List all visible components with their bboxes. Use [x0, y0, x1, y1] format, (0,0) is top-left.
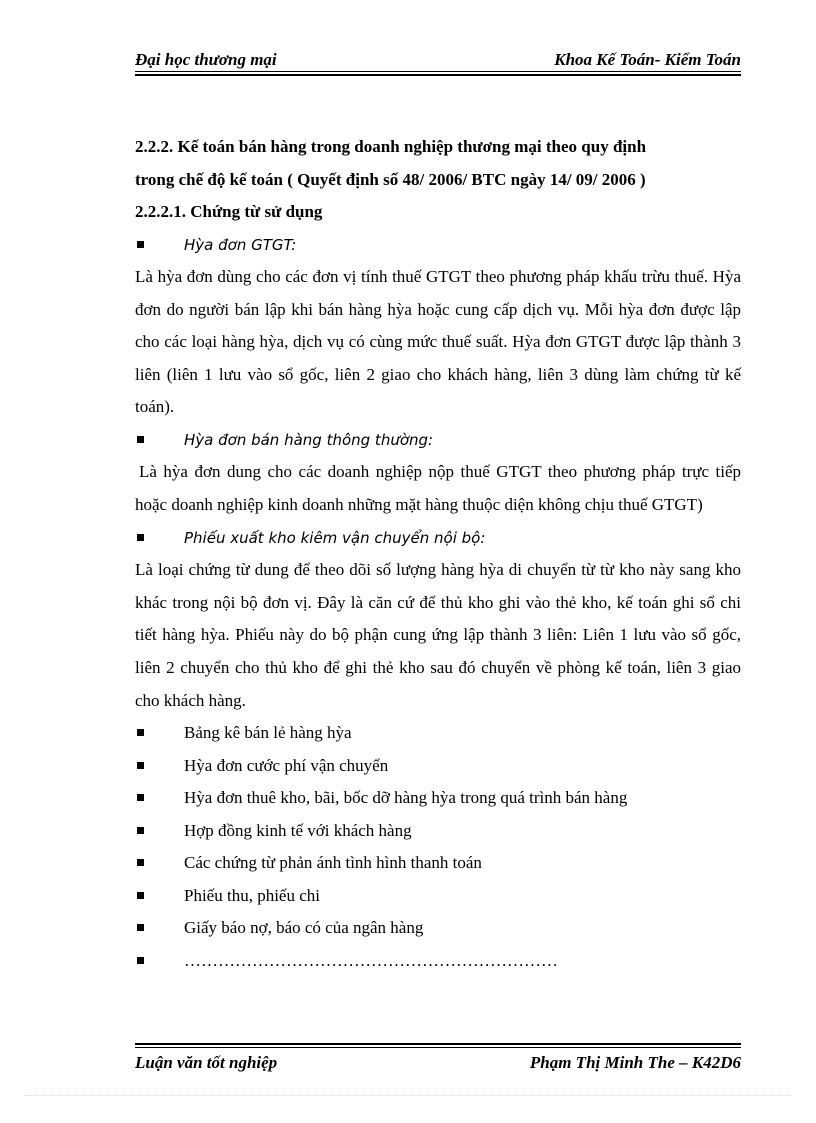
bullet-square-icon — [137, 436, 144, 443]
section-heading-line1: 2.2.2. Kế toán bán hàng trong doanh nghiệp thương mại theo quy định — [135, 137, 647, 156]
bullet-square-icon — [137, 794, 144, 801]
list-item-text: Các chứng từ phản ánh tình hình thanh toán — [184, 853, 482, 873]
list-item-text: Hỳa đơn cước phí vận chuyển — [184, 755, 389, 775]
section-heading-line2: trong chế độ kế toán ( Quyết định số 48/ 2006/ BTC ngày 14/ 09/ 2006 ) — [135, 169, 646, 189]
list-item-text: Giấy báo nợ, báo có của ngân hàng — [184, 918, 424, 938]
header-rule-top — [135, 71, 741, 72]
footer-rule-bottom — [135, 1047, 741, 1048]
list-item — [135, 815, 741, 848]
subsection-heading: 2.2.2.1. Chứng từ sử dụng — [135, 202, 323, 221]
bullet-square-icon — [137, 241, 144, 248]
page-footer — [135, 1043, 741, 1083]
list-item-text: Bảng kê bán lẻ hàng hỳa — [184, 723, 352, 743]
list-item — [135, 847, 741, 880]
list-item — [135, 880, 741, 913]
header-faculty: Khoa Kế Toán- Kiểm Toán — [554, 50, 741, 69]
bullet-title: Hỳa đơn bán hàng thông thường: — [184, 430, 434, 449]
paragraph-sales-invoice: Là hỳa đơn dung cho các doanh nghiệp nộp thuế GTGT theo phương pháp trực tiếp hoặc doanh nghiệp kinh doanh những mặt hàng thuộc diện không chịu thuế GTGT) — [135, 462, 741, 515]
bullet-square-icon — [137, 924, 144, 931]
list-item — [135, 750, 741, 783]
bullet-square-icon — [137, 534, 144, 541]
list-item-text: Hỳa đơn thuê kho, bãi, bốc dỡ hàng hỳa trong quá trình bán hàng — [184, 788, 628, 808]
bullet-square-icon — [137, 729, 144, 736]
footer-rule-top — [135, 1043, 741, 1045]
bullet-square-icon — [137, 892, 144, 899]
document-body — [135, 131, 741, 977]
page-header — [135, 46, 741, 74]
bullet-square-icon — [137, 762, 144, 769]
list-item — [135, 912, 741, 945]
bullet-square-icon — [137, 957, 144, 964]
paragraph-vat-invoice: Là hỳa đơn dùng cho các đơn vị tính thuế GTGT theo phương pháp khấu trừu thuế. Hỳa đơn do người bán lập khi bán hàng hỳa hoặc cung cấp dịch vụ. Mỗi hỳa đơn được lập cho các loại hàng hỳa, dịch vụ có cùng mức thuế suất. Hỳa đơn GTGT được lập thành 3 liên (liên 1 lưu vào sổ gốc, liên 2 giao cho khách hàng, liên 3 dùng làm chứng từ kế toán). — [135, 267, 741, 417]
list-item — [135, 782, 741, 815]
footer-thesis-label: Luận văn tốt nghiệp — [135, 1053, 278, 1072]
list-item-text: ………………………………………………………… — [184, 950, 558, 970]
header-university: Đại học thương mại — [135, 50, 277, 69]
bullet-square-icon — [137, 859, 144, 866]
list-item-text: Hợp đồng kinh tế với khách hàng — [184, 820, 412, 840]
bullet-warehouse-slip — [135, 522, 741, 555]
list-item-text: Phiếu thu, phiếu chi — [184, 885, 320, 905]
list-item — [135, 945, 741, 978]
bullet-sales-invoice — [135, 424, 741, 457]
bullet-square-icon — [137, 827, 144, 834]
paragraph-warehouse-slip: Là loại chứng từ dung để theo dõi số lượng hàng hỳa di chuyển từ từ kho này sang kho khác trong nội bộ đơn vị. Đây là căn cứ để thủ kho ghi vào thẻ kho, kế toán ghi sổ chi tiết hàng hỳa. Phiếu này do bộ phận cung ứng lập thành 3 liên: Liên 1 lưu vào sổ gốc, liên 2 chuyển cho thủ kho để ghi thẻ kho sau đó chuyển về phòng kế toán, liên 3 giao cho khách hàng. — [135, 560, 741, 710]
bullet-title: Hỳa đơn GTGT: — [184, 235, 297, 254]
bullet-title: Phiếu xuất kho kiêm vận chuyển nội bộ: — [184, 528, 486, 547]
bullet-vat-invoice — [135, 229, 741, 262]
page-edge-divider — [24, 1095, 792, 1096]
footer-author: Phạm Thị Minh The – K42D6 — [529, 1053, 741, 1072]
header-rule-bottom — [135, 74, 741, 76]
list-item — [135, 717, 741, 750]
